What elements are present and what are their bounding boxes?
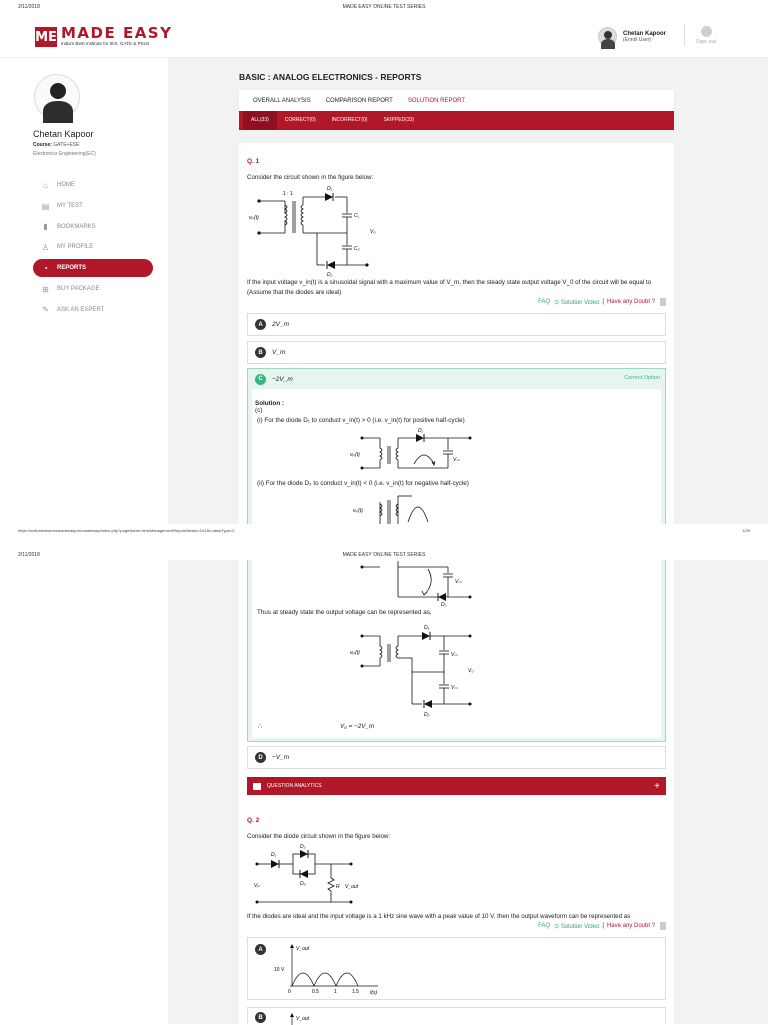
solution-video-link[interactable]: ⊙ Solution Video [554, 923, 600, 930]
print-date: 2/11/2018 [18, 552, 40, 558]
doubt-link[interactable]: Have any Doubt ? [606, 923, 655, 929]
option-b[interactable]: B V_m [247, 341, 666, 364]
user-menu[interactable] [598, 27, 666, 46]
bookmark-icon[interactable] [660, 922, 666, 930]
label-d1: D₁ [271, 852, 277, 858]
label-c2: C₂ [354, 246, 360, 252]
sidebar-continued [0, 560, 168, 1024]
divider [684, 24, 685, 46]
sidebar-item-home[interactable]: ⌂ HOME [33, 175, 153, 196]
graph-tick-1: 0.5 [312, 989, 319, 995]
therefore-symbol: ∴ [258, 723, 263, 730]
sidebar-item-reports[interactable]: ◔ REPORTS [33, 259, 153, 277]
tab-solution-report[interactable]: SOLUTION REPORT [407, 97, 466, 104]
label-d2: D₂ [327, 272, 333, 278]
solution-circuit-2-continued [352, 561, 492, 607]
option-a[interactable]: A 2V_m [247, 313, 666, 336]
faq-link[interactable]: FAQ [538, 299, 551, 305]
option-d[interactable]: D −V_m [247, 746, 666, 769]
page-title: BASIC : ANALOG ELECTRONICS - REPORTS [239, 72, 422, 82]
profile-name: Chetan Kapoor [33, 129, 94, 139]
reports-icon: ◔ [43, 263, 48, 273]
print-url: https://onlinetestseriesmadeeasy.in/madeeasy/index.php?pageName=timeManagementReport&testid=191&t=atestType=2 [18, 528, 235, 533]
option-a[interactable]: A V_out 10 V 0 0.5 1 1.5 t(s) [247, 937, 666, 1000]
label-r: R [336, 884, 340, 890]
label-vout: V_out [345, 884, 359, 890]
logo-mark: ME [35, 27, 57, 47]
question-intro: Consider the circuit shown in the figure below: [247, 174, 374, 181]
avatar [598, 27, 617, 46]
help-links: FAQ ⊙ Solution Video | Have any Doubt ? [538, 922, 666, 930]
cart-icon: ⊞ [42, 284, 49, 294]
label-vin: vᵢₙ(t) [249, 215, 259, 221]
label-d2: D₂ [441, 602, 447, 608]
sidebar-item-my-profile[interactable]: ♙ MY PROFILE [41, 242, 94, 252]
sidebar-item-bookmarks[interactable]: ▮ BOOKMARKS [33, 216, 153, 237]
correct-option-badge: Correct Option [624, 375, 660, 381]
option-c-correct[interactable]: C −2V_m Correct Option [247, 368, 666, 742]
power-icon [701, 26, 712, 37]
label-vm: Vₘ [451, 652, 458, 658]
label-d3: D₃ [300, 881, 306, 887]
label-vo: V₀ [370, 229, 376, 235]
tab-comparison-report[interactable]: COMPARISON REPORT [325, 97, 393, 104]
label-vm: Vₘ [453, 457, 460, 463]
print-site-title: MADE EASY ONLINE TEST SERIES [342, 552, 426, 558]
question-number: Q. 1 [247, 158, 260, 165]
bookmark-icon[interactable] [660, 298, 666, 306]
solution-video-link[interactable]: ⊙ Solution Video [554, 299, 600, 306]
question-text: If the diodes are ideal and the input voltage is a 1 kHz sine wave with a peak value of 10 V, then the output waveform can be represented as [247, 913, 631, 920]
graph-tick-0: 0 [288, 989, 291, 995]
print-header-2 [0, 548, 768, 560]
report-tabs [239, 90, 674, 111]
solution-circuit-1 [352, 430, 492, 474]
filter-tabs [239, 111, 674, 130]
print-header [0, 0, 768, 12]
user-name: Chetan Kapoor [623, 30, 667, 37]
label-vm: Vₘ [451, 685, 458, 691]
sidebar-item-ask-expert[interactable]: ✎ ASK AN EXPERT [42, 305, 105, 315]
label-d1: D₁ [424, 625, 430, 631]
graph-ylevel: 10 V [274, 967, 285, 973]
option-b-waveform [268, 1012, 328, 1025]
graph-ylabel: V_out [296, 1016, 310, 1022]
tab-correct[interactable]: CORRECT(0) [284, 117, 316, 123]
sidebar-nav [33, 175, 153, 320]
signout-label: Sign out [695, 39, 717, 45]
expert-icon: ✎ [42, 305, 49, 315]
signout-button[interactable] [692, 26, 720, 45]
graph-xlabel: t(s) [370, 990, 378, 996]
question-circuit-diagram-2 [247, 840, 372, 910]
print-page-number: 1/29 [742, 528, 750, 533]
test-icon: ▤ [41, 201, 50, 211]
chart-icon [253, 783, 261, 790]
graph-ylabel: V_out [296, 946, 310, 952]
solution-step-1: (i) For the diode D₁ to conduct v_in(t) > 0 (i.e. v_in(t) for positive half-cycle) [257, 417, 465, 424]
graph-tick-3: 1.5 [352, 989, 359, 995]
tab-overall-analysis[interactable]: OVERALL ANALYSIS [253, 97, 311, 104]
brand-tagline: India's Best Institute for IES, GATE & PSUs [61, 41, 150, 46]
option-a-waveform [268, 942, 388, 998]
question-analytics-label: QUESTION ANALYTICS [267, 783, 322, 789]
profile-avatar [34, 74, 80, 120]
home-icon: ⌂ [43, 180, 48, 190]
print-date: 2/11/2018 [18, 4, 40, 10]
faq-link[interactable]: FAQ [538, 923, 551, 929]
label-vin: vᵢₙ(t) [353, 508, 363, 514]
tab-incorrect[interactable]: INCORRECT(0) [331, 117, 368, 123]
label-d1: D₁ [418, 428, 424, 434]
bookmark-icon: ▮ [43, 222, 48, 232]
tab-all[interactable]: ALL(33) [243, 111, 277, 130]
label-d2: D₂ [300, 844, 306, 850]
brand-name: MADE EASY [61, 24, 173, 42]
solution-step-2: (ii) For the diode D₂ to conduct v_in(t) < 0 (i.e. v_in(t) for negative half-cycle) [257, 480, 469, 487]
solution-label: Solution : [255, 400, 285, 407]
user-icon: ♙ [41, 242, 50, 252]
sidebar-item-buy-package[interactable]: ⊞ BUY PACKAGE [42, 284, 100, 294]
sidebar-item-my-test[interactable]: ▤ MY TEST [41, 201, 83, 211]
print-site-title: MADE EASY ONLINE TEST SERIES [342, 4, 426, 10]
label-vm: Vₘ [455, 579, 462, 585]
label-d2: D₂ [424, 712, 430, 718]
solution-steady-text: Thus at steady state the output voltage can be represented as, [257, 609, 432, 616]
question-text: If the input voltage v_in(t) is a sinusoidal signal with a maximum value of V_m, then the steady state output voltage V_0 of the circuit will be equal to (Assume that the diodes are ideal) [247, 279, 652, 296]
solution-circuit-3 [352, 622, 492, 718]
doubt-link[interactable]: Have any Doubt ? [606, 299, 655, 305]
label-vin: vᵢₙ(t) [350, 650, 360, 656]
graph-tick-2: 1 [334, 989, 337, 995]
label-c1: C₁ [354, 213, 360, 219]
user-role: (Enroll User) [623, 36, 652, 43]
label-ratio: 1 : 1 [283, 191, 293, 197]
option-b[interactable]: B V_out [247, 1007, 666, 1024]
question-number: Q. 2 [247, 817, 260, 824]
tab-skipped[interactable]: SKIPPED(33) [383, 117, 415, 123]
solution-result: V₀ = −2V_m [340, 723, 375, 730]
help-links: FAQ ⊙ Solution Video | Have any Doubt ? [538, 298, 666, 306]
solution-answer: (c) [255, 407, 263, 414]
label-vin: vᵢₙ(t) [350, 452, 360, 458]
brand-logo[interactable] [35, 26, 172, 48]
label-vin: Vᵢₙ [254, 883, 260, 889]
profile-branch: Electronics Engineering(EC) [33, 151, 96, 157]
label-d1: D₁ [327, 186, 333, 192]
expand-icon[interactable]: + [654, 780, 660, 792]
question-intro: Consider the diode circuit shown in the figure below: [247, 833, 391, 840]
question-circuit-diagram [247, 183, 387, 278]
label-vo: V₀ [468, 668, 474, 674]
solution-circuit-2 [352, 492, 472, 524]
question-analytics-bar[interactable] [247, 777, 666, 795]
profile-course: Course: GATE+ESE [33, 142, 80, 148]
